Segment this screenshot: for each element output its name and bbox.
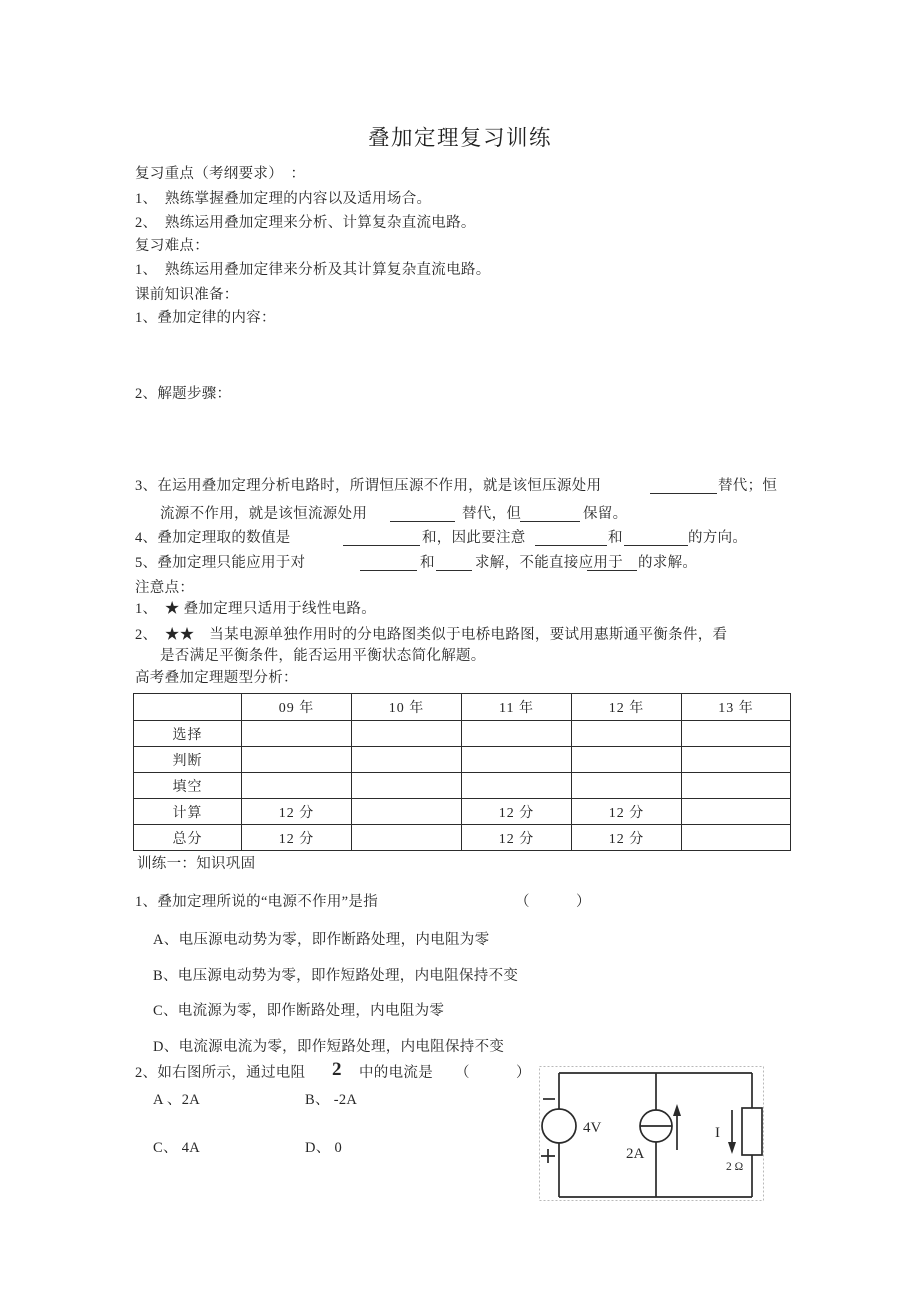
table-row-label: 填空	[134, 773, 242, 799]
table-cell: 12 分	[462, 825, 572, 851]
q5-text-1: 5、叠加定理只能应用于对	[135, 555, 306, 571]
q5-text-3: 求解，不能直接应用于	[475, 555, 623, 571]
fill-blank	[587, 555, 637, 571]
table-cell	[682, 747, 791, 773]
table-cell	[682, 825, 791, 851]
table-cell: 12 分	[242, 799, 352, 825]
table-cell: 12 分	[572, 799, 682, 825]
focus-item-1: 1、 熟练掌握叠加定理的内容以及适用场合。	[135, 191, 432, 207]
notes-heading: 注意点：	[135, 580, 195, 596]
page-title: 叠加定理复习训练	[367, 126, 552, 150]
table-header-row	[134, 694, 791, 721]
q4-text-4: 的方向。	[688, 530, 748, 546]
question-2-option-b: B、 -2A	[305, 1092, 358, 1108]
q3-text-4: 替代，但	[462, 506, 522, 522]
question-2-option-c: C、 4A	[153, 1140, 201, 1156]
q1-stem-text: 1、叠加定理所说的“电源不作用”是指	[135, 894, 379, 910]
question-1-option-d: D、电流源电流为零，即作短路处理，内电阻保持不变	[153, 1039, 505, 1055]
q4-text-1: 4、叠加定理取的数值是	[135, 530, 291, 546]
table-cell	[682, 799, 791, 825]
answer-paren-open: （	[515, 894, 530, 910]
q5-text-2: 和	[420, 555, 435, 571]
focus-item-2: 2、 熟练运用叠加定理来分析、计算复杂直流电路。	[135, 215, 476, 231]
difficulty-item-1: 1、 熟练运用叠加定律来分析及其计算复杂直流电路。	[135, 262, 491, 278]
note-item-1: 1、 ★ 叠加定理只适用于线性电路。	[135, 601, 377, 617]
voltage-source-icon	[542, 1109, 576, 1143]
table-row	[134, 773, 791, 799]
table-year-header: 09 年	[242, 694, 352, 721]
table-cell	[572, 747, 682, 773]
fill-blank	[436, 555, 472, 571]
table-row	[134, 825, 791, 851]
table-cell	[462, 747, 572, 773]
table-cell	[462, 773, 572, 799]
fill-blank	[360, 555, 417, 571]
table-year-header: 10 年	[352, 694, 462, 721]
fill-blank	[535, 530, 607, 546]
circuit-diagram	[539, 1066, 765, 1207]
table-cell	[352, 799, 462, 825]
fill-blank	[343, 530, 420, 546]
fill-question-3-line-1	[135, 477, 790, 497]
question-1-option-a: A、电压源电动势为零，即作断路处理，内电阻为零	[153, 932, 490, 948]
table-cell: 12 分	[462, 799, 572, 825]
figure-selection-border	[540, 1067, 764, 1201]
fill-question-5	[135, 554, 790, 574]
table-row-label: 判断	[134, 747, 242, 773]
q4-text-2: 和，因此要注意	[422, 530, 526, 546]
current-source-label: 2A	[626, 1146, 645, 1162]
q2-stem-suffix: 中的电流是	[359, 1065, 433, 1081]
table-cell	[242, 721, 352, 747]
question-1-option-b: B、电压源电动势为零，即作短路处理，内电阻保持不变	[153, 968, 519, 984]
q4-text-3: 和	[608, 530, 623, 546]
question-1-option-c: C、电流源为零，即作断路处理，内电阻为零	[153, 1003, 445, 1019]
fill-question-3-line-2	[135, 505, 790, 525]
current-arrow-label: I	[715, 1125, 720, 1141]
table-row-label: 总分	[134, 825, 242, 851]
table-year-header: 13 年	[682, 694, 791, 721]
answer-paren-open: （	[455, 1065, 470, 1081]
fill-blank	[650, 478, 717, 494]
fill-blank	[390, 506, 455, 522]
q2-stem-prefix: 2、如右图所示，通过电阻	[135, 1065, 306, 1081]
plus-sign-icon	[541, 1149, 555, 1163]
exam-analysis-heading: 高考叠加定理题型分析：	[135, 670, 298, 686]
q3-text-2: 替代；恒	[718, 478, 778, 494]
q2-resistor-number: 2	[332, 1059, 342, 1080]
table-row-label: 计算	[134, 799, 242, 825]
resistor-value-label: 2 Ω	[726, 1161, 744, 1173]
table-cell: 12 分	[572, 825, 682, 851]
voltage-source-label: 4V	[583, 1120, 602, 1136]
q3-text-1: 3、在运用叠加定理分析电路时，所谓恒压源不作用，就是该恒压源处用	[135, 478, 602, 494]
table-cell	[682, 773, 791, 799]
answer-paren-close: ）	[516, 1065, 531, 1081]
note-item-2-line-2: 是否满足平衡条件，能否运用平衡状态简化解题。	[160, 648, 486, 664]
table-cell	[242, 747, 352, 773]
table-row-label: 选择	[134, 721, 242, 747]
arrow-down-head-icon	[728, 1142, 736, 1154]
table-cell	[682, 721, 791, 747]
table-corner-cell	[134, 694, 242, 721]
q3-text-3: 流源不作用，就是该恒流源处用	[160, 506, 368, 522]
question-2-option-a: A 、2A	[153, 1092, 201, 1108]
resistor-icon	[742, 1108, 762, 1155]
review-focus-heading: 复习重点（考纲要求） ：	[135, 166, 306, 182]
table-cell	[462, 721, 572, 747]
prep-question-2: 2、解题步骤：	[135, 386, 232, 402]
table-year-header: 11 年	[462, 694, 572, 721]
note-item-2-line-1: 2、 ★★ 当某电源单独作用时的分电路图类似于电桥电路图，要试用惠斯通平衡条件，看	[135, 627, 728, 643]
table-year-header: 12 年	[572, 694, 682, 721]
training-heading: 训练一：知识巩固	[137, 856, 256, 872]
exam-analysis-table	[133, 693, 791, 851]
answer-paren-close: ）	[576, 894, 591, 910]
fill-question-4	[135, 529, 790, 549]
table-cell	[572, 721, 682, 747]
prep-heading: 课前知识准备：	[135, 287, 239, 303]
table-cell	[352, 773, 462, 799]
question-2-option-d: D、 0	[305, 1140, 343, 1156]
table-cell	[352, 825, 462, 851]
review-difficulty-heading: 复习难点：	[135, 238, 209, 254]
prep-question-1: 1、叠加定律的内容：	[135, 310, 276, 326]
fill-blank	[520, 506, 580, 522]
q5-text-4: 的求解。	[638, 555, 698, 571]
table-row	[134, 747, 791, 773]
table-cell	[572, 773, 682, 799]
table-cell	[352, 747, 462, 773]
arrow-up-head-icon	[673, 1104, 681, 1116]
question-1-stem	[135, 893, 790, 913]
fill-blank	[624, 530, 688, 546]
table-row	[134, 721, 791, 747]
q3-text-5: 保留。	[583, 506, 628, 522]
table-cell: 12 分	[242, 825, 352, 851]
table-row	[134, 799, 791, 825]
table-cell	[242, 773, 352, 799]
table-cell	[352, 721, 462, 747]
